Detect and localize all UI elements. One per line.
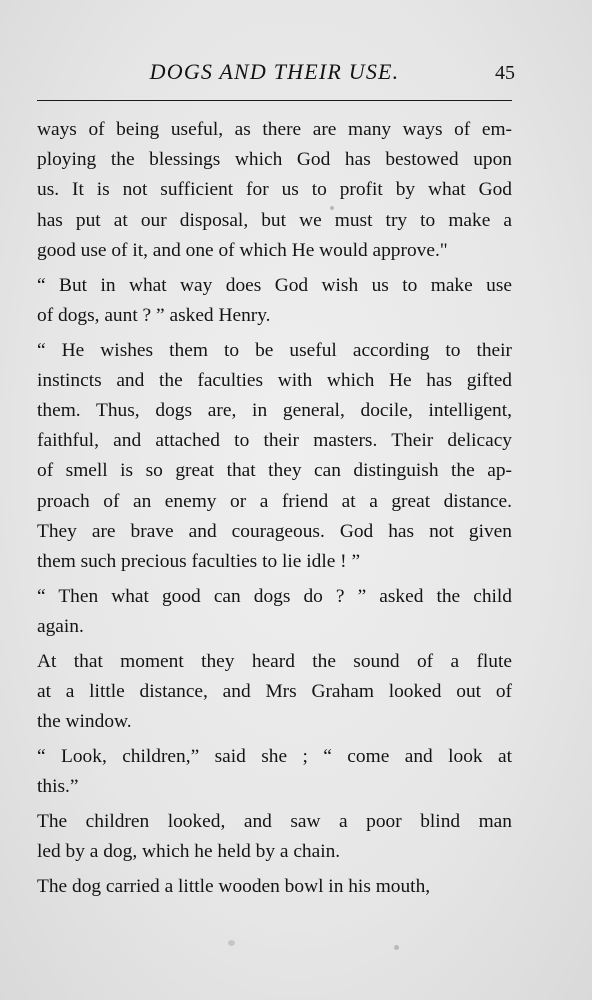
text-line: They are brave and courageous. God has not given [37, 520, 512, 542]
text-line: instincts and the faculties with which He has gifted [37, 369, 512, 391]
paragraph [37, 647, 512, 738]
running-title: DOGS AND THEIR USE. [149, 59, 400, 84]
text-line: ploying the blessings which God has bestowed upon [37, 149, 512, 171]
paper-speck [330, 206, 334, 210]
paragraph [37, 807, 512, 867]
text-line: the window. [37, 711, 132, 733]
text-line: ways of being useful, as there are many ways of em- [37, 119, 512, 140]
page-number: 45 [495, 62, 515, 84]
text-line: The children looked, and saw a poor blind man [37, 811, 512, 833]
text-line: good use of it, and one of which He would approve." [37, 239, 448, 261]
text-line: of smell is so great that they can distinguish the ap- [37, 460, 512, 482]
paragraph [37, 115, 512, 266]
text-line: faithful, and attached to their masters. Their delicacy [37, 430, 512, 452]
header-rule [37, 100, 512, 101]
paragraph [37, 271, 512, 331]
paper-speck [394, 945, 399, 950]
text-line: us. It is not sufficient for us to profit by what God [37, 179, 512, 201]
text-line: of dogs, aunt ? ” asked Henry. [37, 304, 271, 326]
running-head [37, 58, 515, 90]
paper-speck [228, 940, 235, 946]
text-line: “ Look, children,” said she ; “ come and look at [37, 746, 512, 768]
paragraph [37, 336, 512, 578]
text-line: proach of an enemy or a friend at a great distance. [37, 490, 512, 512]
text-line: them such precious faculties to lie idle ! ” [37, 551, 361, 573]
text-line: “ Then what good can dogs do ? ” asked the child [37, 585, 512, 607]
text-line: this.” [37, 776, 79, 798]
text-line: has put at our disposal, but we must try to make a [37, 209, 512, 231]
text-line: again. [37, 616, 84, 638]
paragraph [37, 742, 512, 802]
text-line: “ He wishes them to be useful according to their [37, 339, 512, 361]
text-line: at a little distance, and Mrs Graham looked out of [37, 681, 512, 703]
paragraph [37, 582, 512, 642]
text-line: At that moment they heard the sound of a flute [37, 650, 512, 672]
text-line: The dog carried a little wooden bowl in his mouth, [37, 876, 431, 898]
text-line: led by a dog, which he held by a chain. [37, 841, 341, 863]
paragraph [37, 872, 512, 902]
text-line: them. Thus, dogs are, in general, docile, intelligent, [37, 400, 512, 422]
text-line: “ But in what way does God wish us to make use [37, 274, 512, 296]
body-text [37, 115, 512, 902]
